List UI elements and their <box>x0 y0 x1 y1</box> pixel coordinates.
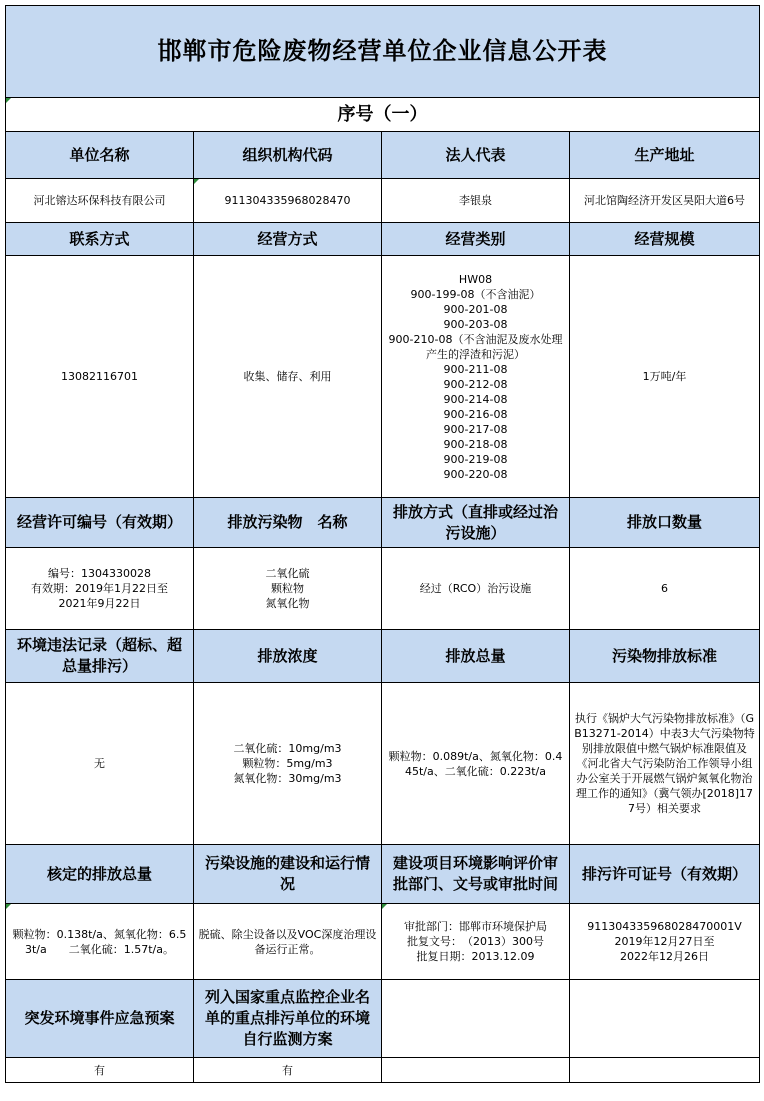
category-line: 900-212-08 <box>443 377 508 391</box>
value-discharge-mode: 经过（RCO）治污设施 <box>382 548 570 630</box>
empty-header-cell <box>382 980 570 1058</box>
header-monitoring-plan: 列入国家重点监控企业名单的重点排污单位的环境自行监测方案 <box>194 980 382 1058</box>
header-discharge-mode: 排放方式（直排或经过治污设施） <box>382 498 570 548</box>
header-emergency-plan: 突发环境事件应急预案 <box>6 980 194 1058</box>
header-business-scale: 经营规模 <box>570 223 760 256</box>
header-pollutant-name: 排放污染物 名称 <box>194 498 382 548</box>
header-concentration: 排放浓度 <box>194 630 382 683</box>
value-legal-rep: 李银泉 <box>382 179 570 223</box>
value-business-category <box>382 256 570 498</box>
value-concentration <box>194 683 382 845</box>
category-line: 900-216-08 <box>443 407 508 421</box>
value-contact: 13082116701 <box>6 256 194 498</box>
value-business-scale: 1万吨/年 <box>570 256 760 498</box>
empty-header-cell <box>570 980 760 1058</box>
header-legal-rep: 法人代表 <box>382 132 570 179</box>
info-table <box>5 5 760 1083</box>
permit-line: 2022年12月26日 <box>620 950 709 963</box>
value-approved-total: 颗粒物：0.138t/a、氮氧化物：6.53t/a 二氧化硫：1.57t/a。 <box>6 904 194 980</box>
category-line: 900-210-08（不含油泥及废水处理产生的浮渣和污泥） <box>388 332 563 361</box>
category-line: 900-220-08 <box>443 467 508 481</box>
eia-line: 批复日期：2013.12.09 <box>416 950 535 963</box>
value-unit-name: 河北镕达环保科技有限公司 <box>6 179 194 223</box>
empty-value-cell <box>382 1058 570 1083</box>
concentration-line: 颗粒物：5mg/m3 <box>242 757 333 770</box>
header-contact: 联系方式 <box>6 223 194 256</box>
pollutant-line: 颗粒物 <box>271 582 304 595</box>
header-license-no: 经营许可编号（有效期） <box>6 498 194 548</box>
header-discharge-permit: 排污许可证号（有效期） <box>570 845 760 904</box>
sheet-title: 邯郸市危险废物经营单位企业信息公开表 <box>6 6 760 98</box>
header-org-code: 组织机构代码 <box>194 132 382 179</box>
permit-line: 911304335968028470001V <box>587 920 742 933</box>
value-business-mode: 收集、储存、利用 <box>194 256 382 498</box>
category-line: 900-214-08 <box>443 392 508 406</box>
header-eia-approval: 建设项目环境影响评价审批部门、文号或审批时间 <box>382 845 570 904</box>
license-line: 2021年9月22日 <box>58 597 141 610</box>
category-line: 900-201-08 <box>443 302 508 316</box>
sequence-number: 序号（一） <box>6 98 760 132</box>
category-line: 900-203-08 <box>443 317 508 331</box>
eia-line: 批复文号： （2013）300号 <box>407 935 544 948</box>
license-line: 有效期：2019年1月22日至 <box>31 582 168 595</box>
value-facility-status: 脱硫、除尘设备以及VOC深度治理设备运行正常。 <box>194 904 382 980</box>
concentration-line: 氮氧化物：30mg/m3 <box>233 772 342 785</box>
header-approved-total: 核定的排放总量 <box>6 845 194 904</box>
pollutant-line: 二氧化硫 <box>265 567 310 580</box>
value-total-emission: 颗粒物：0.089t/a、氮氧化物：0.445t/a、二氧化硫：0.223t/a <box>382 683 570 845</box>
header-address: 生产地址 <box>570 132 760 179</box>
header-business-mode: 经营方式 <box>194 223 382 256</box>
header-business-category: 经营类别 <box>382 223 570 256</box>
header-facility-status: 污染设施的建设和运行情况 <box>194 845 382 904</box>
value-discharge-permit <box>570 904 760 980</box>
value-eia-approval <box>382 904 570 980</box>
category-line: HW08 <box>458 272 493 286</box>
value-monitoring-plan: 有 <box>194 1058 382 1083</box>
category-line: 900-217-08 <box>443 422 508 436</box>
header-total-emission: 排放总量 <box>382 630 570 683</box>
header-outlet-count: 排放口数量 <box>570 498 760 548</box>
header-unit-name: 单位名称 <box>6 132 194 179</box>
value-org-code: 911304335968028470 <box>194 179 382 223</box>
pollutant-line: 氮氧化物 <box>265 597 310 610</box>
concentration-line: 二氧化硫：10mg/m3 <box>233 742 342 755</box>
empty-value-cell <box>570 1058 760 1083</box>
category-line: 900-211-08 <box>443 362 508 376</box>
header-pollutant-standard: 污染物排放标准 <box>570 630 760 683</box>
eia-line: 审批部门：邯郸市环境保护局 <box>404 920 547 933</box>
info-sheet <box>5 5 759 1083</box>
category-line: 900-218-08 <box>443 437 508 451</box>
value-license-no <box>6 548 194 630</box>
value-address: 河北馆陶经济开发区昊阳大道6号 <box>570 179 760 223</box>
category-line: 900-219-08 <box>443 452 508 466</box>
permit-line: 2019年12月27日至 <box>614 935 715 948</box>
license-line: 编号：1304330028 <box>48 567 151 580</box>
value-outlet-count: 6 <box>570 548 760 630</box>
value-pollutant-standard: 执行《锅炉大气污染物排放标准》（GB13271-2014）中表3大气污染物特别排放限值中燃气锅炉标准限值及《河北省大气污染防治工作领导小组办公室关于开展燃气锅炉氮氧化物治理工作的通知》（冀气领办[2018]177号）相关要求 <box>570 683 760 845</box>
header-violation-record: 环境违法记录（超标、超总量排污） <box>6 630 194 683</box>
value-violation-record: 无 <box>6 683 194 845</box>
category-line: 900-199-08（不含油泥） <box>410 287 541 301</box>
value-emergency-plan: 有 <box>6 1058 194 1083</box>
value-pollutant-name <box>194 548 382 630</box>
